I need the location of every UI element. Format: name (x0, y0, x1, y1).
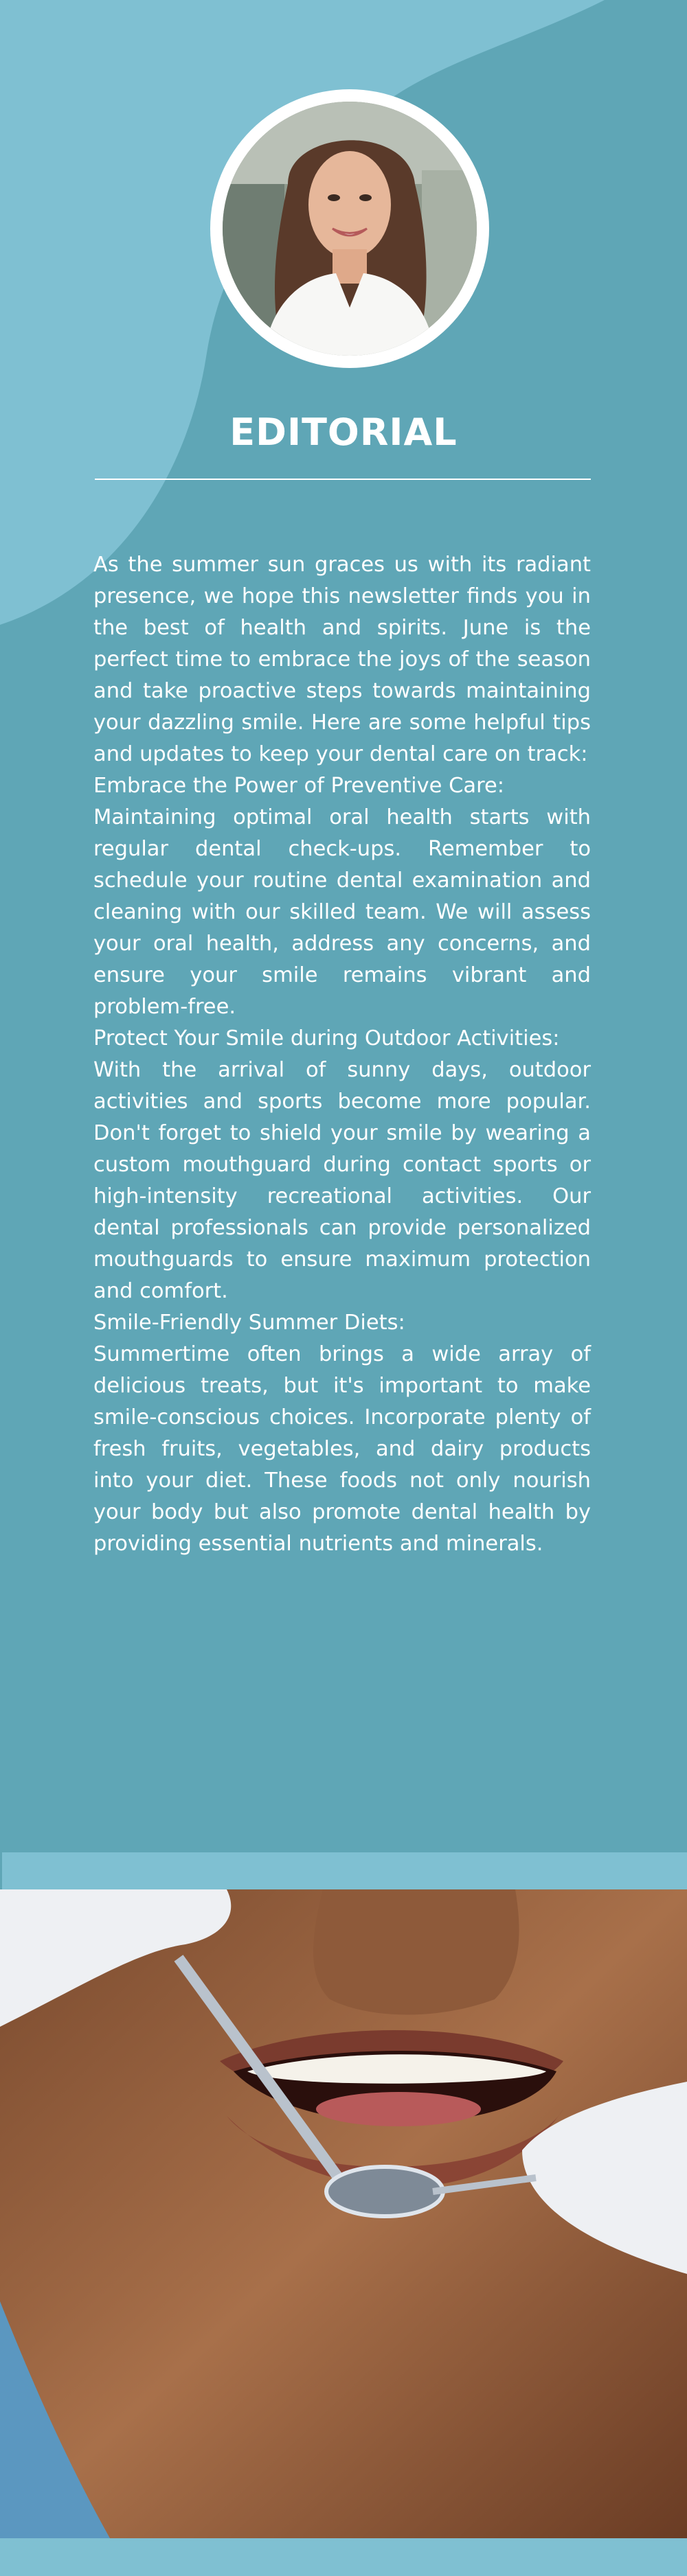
summer-diets-paragraph: Summertime often brings a wide array of delicious treats, but it's important to make smile-conscious choices. Incorporate plenty of fresh fruits, vegetables, and dairy products into your diet. These foods not only nourish your body but also promote dental health by providing essential nutrients and minerals. (93, 1342, 591, 1556)
outdoor-activities-paragraph: With the arrival of sunny days, outdoor activities and sports become more popular. Don't forget to shield your smile by wearing a custom mouthguard during contact sports or high-intensity recreational activities. Our dental professionals can provide personalized mouthguards to ensure maximum protection and comfort. (93, 1058, 591, 1303)
title-divider (95, 479, 591, 480)
page-title: EDITORIAL (229, 411, 458, 454)
preventive-care-paragraph: Maintaining optimal oral health starts with regular dental check-ups. Remember to schedule your routine dental examination and cleaning with our skilled team. We will assess your oral health, address any concerns, and ensure your smile remains vibrant and problem-free. (93, 805, 591, 1019)
divider-stripe (0, 1852, 687, 1889)
author-photo (223, 102, 477, 356)
stripe-edge (0, 1852, 2, 1889)
editorial-body (93, 549, 591, 1560)
section-heading-outdoor-activities: Protect Your Smile during Outdoor Activities: (93, 1026, 560, 1050)
section-heading-summer-diets: Smile-Friendly Summer Diets: (93, 1311, 405, 1335)
dental-exam-photo (0, 1889, 687, 2538)
section-heading-preventive-care: Embrace the Power of Preventive Care: (93, 774, 505, 798)
author-portrait (210, 89, 489, 368)
intro-paragraph: As the summer sun graces us with its radiant presence, we hope this newsletter finds you in the best of health and spirits. June is the perfect time to embrace the joys of the season and take proactive steps towards maintaining your dazzling smile. Here are some helpful tips and updates to keep your dental care on track: (93, 553, 591, 766)
footer-strip (0, 2538, 687, 2576)
